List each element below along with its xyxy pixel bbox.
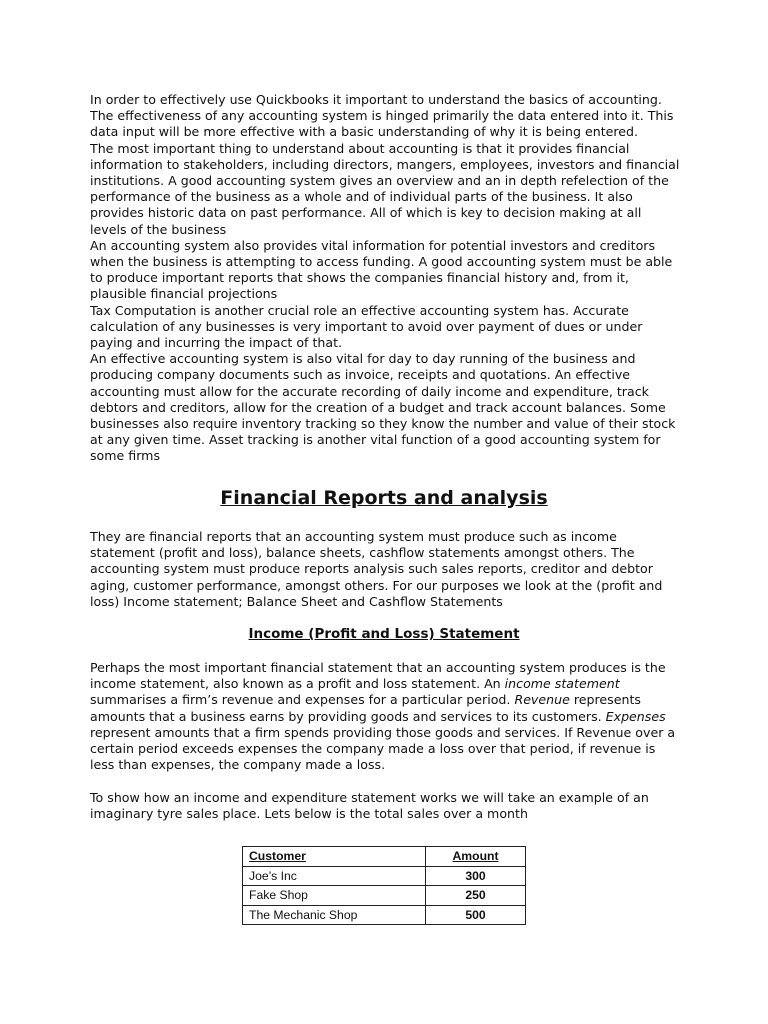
- text-line: Tax Computation is another crucial role an effective accounting system has. Accurate: [90, 302, 629, 318]
- text-line: less than expenses, the company made a loss.: [90, 757, 386, 773]
- income-statement-paragraph: [90, 660, 690, 773]
- text-line: performance of the business as a whole and of individual parts of the business. It also: [90, 189, 633, 205]
- italic-term: Expenses: [605, 708, 666, 724]
- text-line: aging, customer performance, amongst others. For our purposes we look at the (profit and: [90, 577, 663, 593]
- text-line: They are financial reports that an accounting system must produce such as income: [90, 529, 617, 544]
- text-line: [90, 692, 690, 708]
- text-line: calculation of any businesses is very important to avoid over payment of dues or under: [90, 318, 643, 334]
- text-line: to produce important reports that shows the companies financial history and, from it,: [90, 270, 629, 286]
- text-line: loss) Income statement; Balance Sheet and Cashflow Statements: [90, 593, 503, 609]
- section-heading: Financial Reports and analysis: [220, 487, 548, 509]
- text-line: some firms: [90, 448, 161, 464]
- text-line: information to stakeholders, including directors, mangers, employees, investors and financial: [90, 156, 680, 172]
- text-line: Perhaps the most important financial statement that an accounting system produces is the: [90, 660, 666, 675]
- text-line: The most important thing to understand about accounting is that it provides financial: [90, 140, 630, 156]
- customer-cell: The Mechanic Shop: [243, 905, 426, 925]
- text-run: represents: [569, 692, 641, 708]
- text-line: An accounting system also provides vital information for potential investors and creditors: [90, 237, 656, 253]
- table-header-row: [243, 847, 526, 867]
- text-line: debtors and creditors, allow for the creation of a budget and track account balances. Some: [90, 399, 666, 415]
- text-run: income statement, also known as a profit and loss statement. An: [90, 676, 505, 692]
- text-line: [90, 676, 690, 692]
- sales-table: [242, 846, 526, 925]
- text-line: plausible financial projections: [90, 286, 278, 302]
- example-paragraph: [90, 790, 690, 822]
- text-line: certain period exceeds expenses the company made a loss over that period, if revenue is: [90, 741, 656, 757]
- reports-paragraph: [90, 529, 690, 610]
- text-line: when the business is attempting to access funding. A good accounting system must be able: [90, 254, 673, 270]
- text-line: accounting must allow for the accurate recording of daily income and expenditure, track: [90, 383, 649, 399]
- text-line: provides historic data on past performance. All of which is key to decision making at all: [90, 205, 642, 221]
- amount-cell: 300: [426, 866, 526, 886]
- text-line: The effectiveness of any accounting system is hinged primarily the data entered into it. This: [90, 108, 674, 124]
- column-header-amount: Amount: [426, 847, 526, 867]
- text-line: An effective accounting system is also vital for day to day running of the business and: [90, 351, 636, 367]
- text-line: data input will be more effective with a basic understanding of why it is being entered.: [90, 124, 639, 140]
- text-line: imaginary tyre sales place. Lets below is the total sales over a month: [90, 806, 528, 822]
- customer-cell: Joe’s Inc: [243, 866, 426, 886]
- italic-term: Revenue: [514, 692, 570, 708]
- text-line: businesses also require inventory tracking so they know the number and value of their stock: [90, 416, 676, 432]
- table-row: [243, 905, 526, 925]
- text-line: levels of the business: [90, 221, 227, 237]
- text-run: summarises a firm’s revenue and expenses for a particular period.: [90, 692, 515, 708]
- amount-cell: 500: [426, 905, 526, 925]
- text-line: paying and incurring the impact of that.: [90, 335, 343, 351]
- column-header-customer: Customer: [243, 847, 426, 867]
- text-line: institutions. A good accounting system gives an overview and an in depth refelection of the: [90, 173, 669, 189]
- text-line: statement (profit and loss), balance sheets, cashflow statements amongst others. The: [90, 545, 635, 561]
- text-line: at any given time. Asset tracking is another vital function of a good accounting system for: [90, 432, 661, 448]
- text-run: amounts that a business earns by providing goods and services to its customers.: [90, 708, 606, 724]
- intro-paragraphs: [90, 92, 690, 465]
- text-line: [90, 709, 690, 725]
- subsection-heading: Income (Profit and Loss) Statement: [248, 626, 520, 642]
- text-line: In order to effectively use Quickbooks it important to understand the basics of accounting.: [90, 92, 662, 107]
- text-line: producing company documents such as invoice, receipts and quotations. An effective: [90, 367, 631, 383]
- table-row: [243, 866, 526, 886]
- customer-cell: Fake Shop: [243, 886, 426, 906]
- amount-cell: 250: [426, 886, 526, 906]
- text-line: represent amounts that a firm spends providing those goods and services. If Revenue over a: [90, 724, 676, 740]
- text-line: To show how an income and expenditure statement works we will take an example of an: [90, 790, 649, 805]
- italic-term: income statement: [504, 676, 620, 692]
- table-row: [243, 886, 526, 906]
- text-line: accounting system must produce reports analysis such sales reports, creditor and debtor: [90, 561, 653, 577]
